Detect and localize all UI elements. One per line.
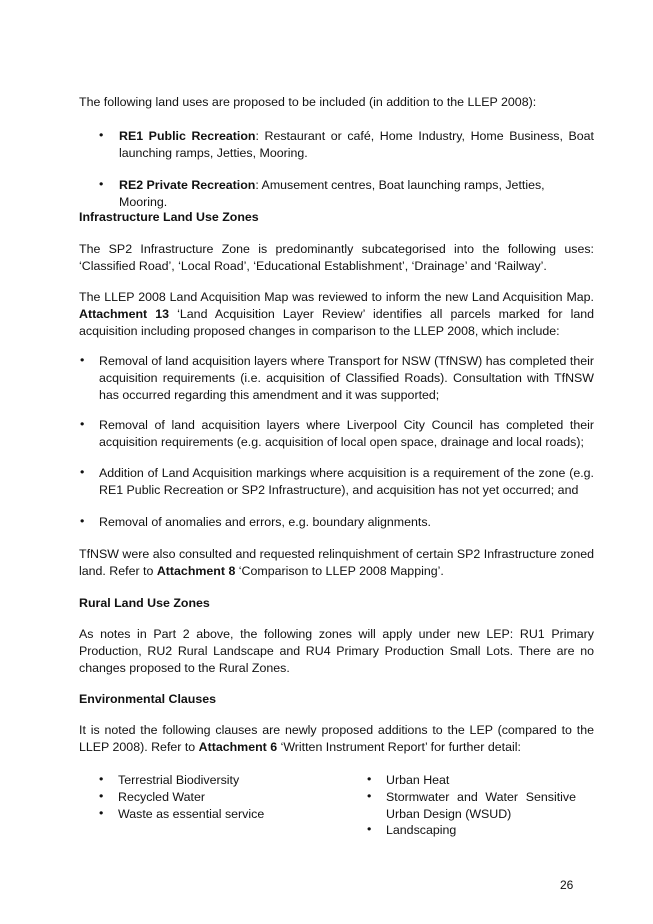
zone-name: RE2 Private Recreation: [119, 178, 256, 192]
attachment-ref: Attachment 8: [156, 564, 236, 578]
bullet-icon: •: [367, 772, 372, 786]
bullet-icon: •: [99, 806, 104, 820]
section-heading: Rural Land Use Zones: [79, 596, 210, 610]
bullet-icon: •: [80, 514, 85, 528]
paragraph: TfNSW were also consulted and requested relinquishment of certain SP2 Infrastructure zoned land. Refer to Attachment 8 ‘Comparison to LLEP 2008 Mapping’.: [79, 547, 594, 578]
paragraph: The LLEP 2008 Land Acquisition Map was reviewed to inform the new Land Acquisition Map. Attachment 13 ‘Land Acquisition Layer Review’ identifies all parcels marked for land acquisition including proposed changes in comparison to the LLEP 2008, which include:: [79, 290, 594, 338]
zone-name: RE1 Public Recreation: [119, 129, 256, 143]
bullet-icon: •: [367, 822, 372, 836]
bullet-icon: •: [99, 177, 104, 191]
bullet-icon: •: [80, 417, 85, 431]
paragraph: As notes in Part 2 above, the following zones will apply under new LEP: RU1 Primary Production, RU2 Rural Landscape and RU4 Primary Production Small Lots. There are no changes proposed to the Rural Zones.: [79, 627, 594, 675]
paragraph: It is noted the following clauses are newly proposed additions to the LEP (compared to the LLEP 2008). Refer to Attachment 6 ‘Written Instrument Report’ for further detail:: [79, 723, 594, 754]
bullet-icon: •: [99, 128, 104, 142]
zone-uses: : Amusement centres, Boat launching ramps, Jetties, Mooring.: [119, 178, 545, 209]
section-heading: Environmental Clauses: [79, 692, 217, 706]
zone-uses: : Restaurant or café, Home Industry, Home Business, Boat launching ramps, Jetties, Mooring.: [119, 129, 594, 160]
bullet-icon: •: [99, 772, 104, 786]
attachment-ref: Attachment 6: [198, 740, 278, 754]
bullet-icon: •: [80, 465, 85, 479]
page-number: 26: [560, 878, 574, 892]
intro-paragraph: The following land uses are proposed to be included (in addition to the LLEP 2008):: [79, 95, 537, 109]
bullet-icon: •: [80, 353, 85, 367]
section-heading: Infrastructure Land Use Zones: [79, 210, 259, 224]
attachment-ref: Attachment 13: [79, 307, 170, 321]
paragraph: The SP2 Infrastructure Zone is predominantly subcategorised into the following uses: ‘Classified Road’, ‘Local Road’, ‘Educational Establishment’, ‘Drainage’ and ‘Railway’.: [79, 242, 594, 273]
bullet-icon: •: [99, 789, 104, 803]
bullet-icon: •: [367, 789, 372, 803]
